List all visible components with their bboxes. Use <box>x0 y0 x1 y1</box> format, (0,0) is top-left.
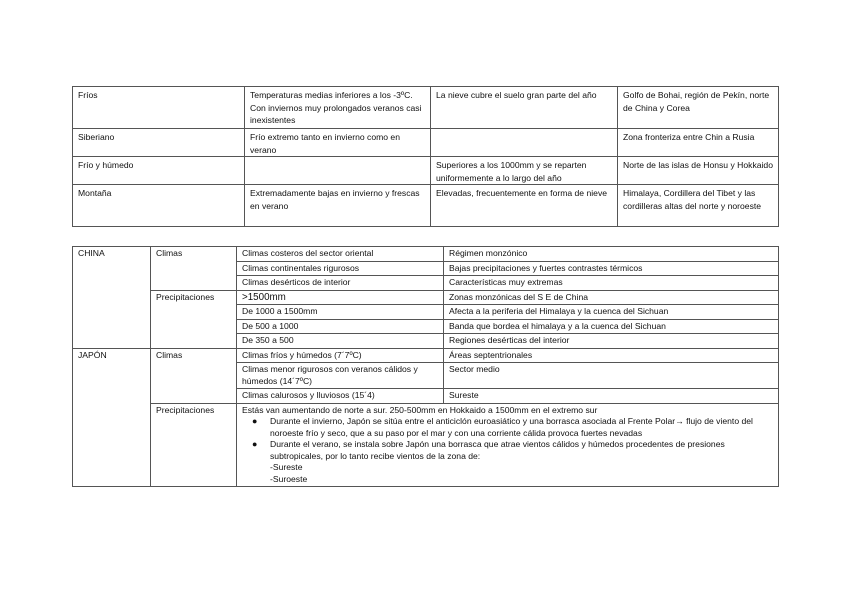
bullet-text: Durante el verano, se instala sobre Japón una borrasca que atrae vientos cálidos y húmedos procedentes de presiones subtropicales, por lo tanto recibe vientos de la zona de: <box>270 439 725 461</box>
bullet-list <box>242 416 773 462</box>
table-cell: Extremadamente bajas en invierno y frescas en verano <box>245 185 431 227</box>
table-row <box>73 157 779 185</box>
wind-direction: -Sureste <box>270 462 303 472</box>
table-row <box>73 87 779 129</box>
table-row <box>73 348 779 363</box>
table-cell: Afecta a la periferia del Himalaya y la cuenca del Sichuan <box>444 305 779 320</box>
table-row <box>73 185 779 227</box>
climate-types-table <box>72 86 779 227</box>
table-cell: Climas desérticos de interior <box>237 276 444 291</box>
table-cell: Banda que bordea el himalaya y a la cuenca del Sichuan <box>444 319 779 334</box>
table-cell: Climas costeros del sector oriental <box>237 247 444 262</box>
country-label-japan: JAPÓN <box>73 348 151 487</box>
table-cell: Golfo de Bohai, región de Pekín, norte de China y Corea <box>618 87 779 129</box>
table-cell: Montaña <box>73 185 245 227</box>
table-cell: Frío y húmedo <box>73 157 245 185</box>
table-cell: >1500mm <box>237 290 444 305</box>
section-label: Climas <box>151 247 237 291</box>
list-item <box>252 416 773 439</box>
table-cell: Zonas monzónicas del S E de China <box>444 290 779 305</box>
table-cell: Temperaturas medias inferiores a los -3ºC. Con inviernos muy prolongados veranos casi inexistentes <box>245 87 431 129</box>
china-japan-table <box>72 246 779 487</box>
table-cell: Áreas septentrionales <box>444 348 779 363</box>
table-cell: Climas menor rigurosos con veranos cálidos y húmedos (14´7ºC) <box>237 363 444 389</box>
table-cell: Siberiano <box>73 129 245 157</box>
table-row <box>73 290 779 305</box>
table-cell: Características muy extremas <box>444 276 779 291</box>
wind-direction: -Suroeste <box>270 473 308 484</box>
section-label: Precipitaciones <box>151 403 237 487</box>
table-cell: Frío extremo tanto en invierno como en verano <box>245 129 431 157</box>
table-cell: Superiores a los 1000mm y se reparten uniformemente a lo largo del año <box>431 157 618 185</box>
table-cell: Climas calurosos y lluviosos (15´4) <box>237 389 444 404</box>
table-cell: De 500 a 1000 <box>237 319 444 334</box>
table-cell: De 1000 a 1500mm <box>237 305 444 320</box>
bullet-text: Durante el invierno, Japón se sitúa entre el anticiclón euroasiático y una borrasca asociada al Frente Polar→ flujo de viento del noroeste frío y seco, que a su paso por el mar y con una corriente cálida provoca fuertes nevadas <box>270 416 753 438</box>
table-row <box>73 129 779 157</box>
table-cell: Regiones desérticas del interior <box>444 334 779 349</box>
table-cell: Zona fronteriza entre Chin a Rusia <box>618 129 779 157</box>
precip-intro: Estás van aumentando de norte a sur. 250-500mm en Hokkaido a 1500mm en el extremo sur <box>242 404 598 415</box>
table-cell: Fríos <box>73 87 245 129</box>
table-cell: Norte de las islas de Honsu y Hokkaido <box>618 157 779 185</box>
table-cell: Climas fríos y húmedos (7´7ºC) <box>237 348 444 363</box>
precipitation-description <box>237 403 779 487</box>
bullet-icon: ● <box>252 416 258 426</box>
table-cell: Sector medio <box>444 363 779 389</box>
table-cell: De 350 a 500 <box>237 334 444 349</box>
bullet-icon: ● <box>252 439 258 449</box>
table-cell <box>431 129 618 157</box>
list-item <box>252 439 773 462</box>
table-cell: Elevadas, frecuentemente en forma de nieve <box>431 185 618 227</box>
table-cell: Régimen monzónico <box>444 247 779 262</box>
table-cell: Sureste <box>444 389 779 404</box>
table-cell: Climas continentales rigurosos <box>237 261 444 276</box>
section-label: Climas <box>151 348 237 403</box>
section-label: Precipitaciones <box>151 290 237 348</box>
table-row <box>73 403 779 487</box>
table-cell: La nieve cubre el suelo gran parte del año <box>431 87 618 129</box>
table-cell <box>245 157 431 185</box>
table-row <box>73 247 779 262</box>
table-cell: Bajas precipitaciones y fuertes contrastes térmicos <box>444 261 779 276</box>
table-cell: Himalaya, Cordillera del Tibet y las cordilleras altas del norte y noroeste <box>618 185 779 227</box>
country-label-china: CHINA <box>73 247 151 349</box>
